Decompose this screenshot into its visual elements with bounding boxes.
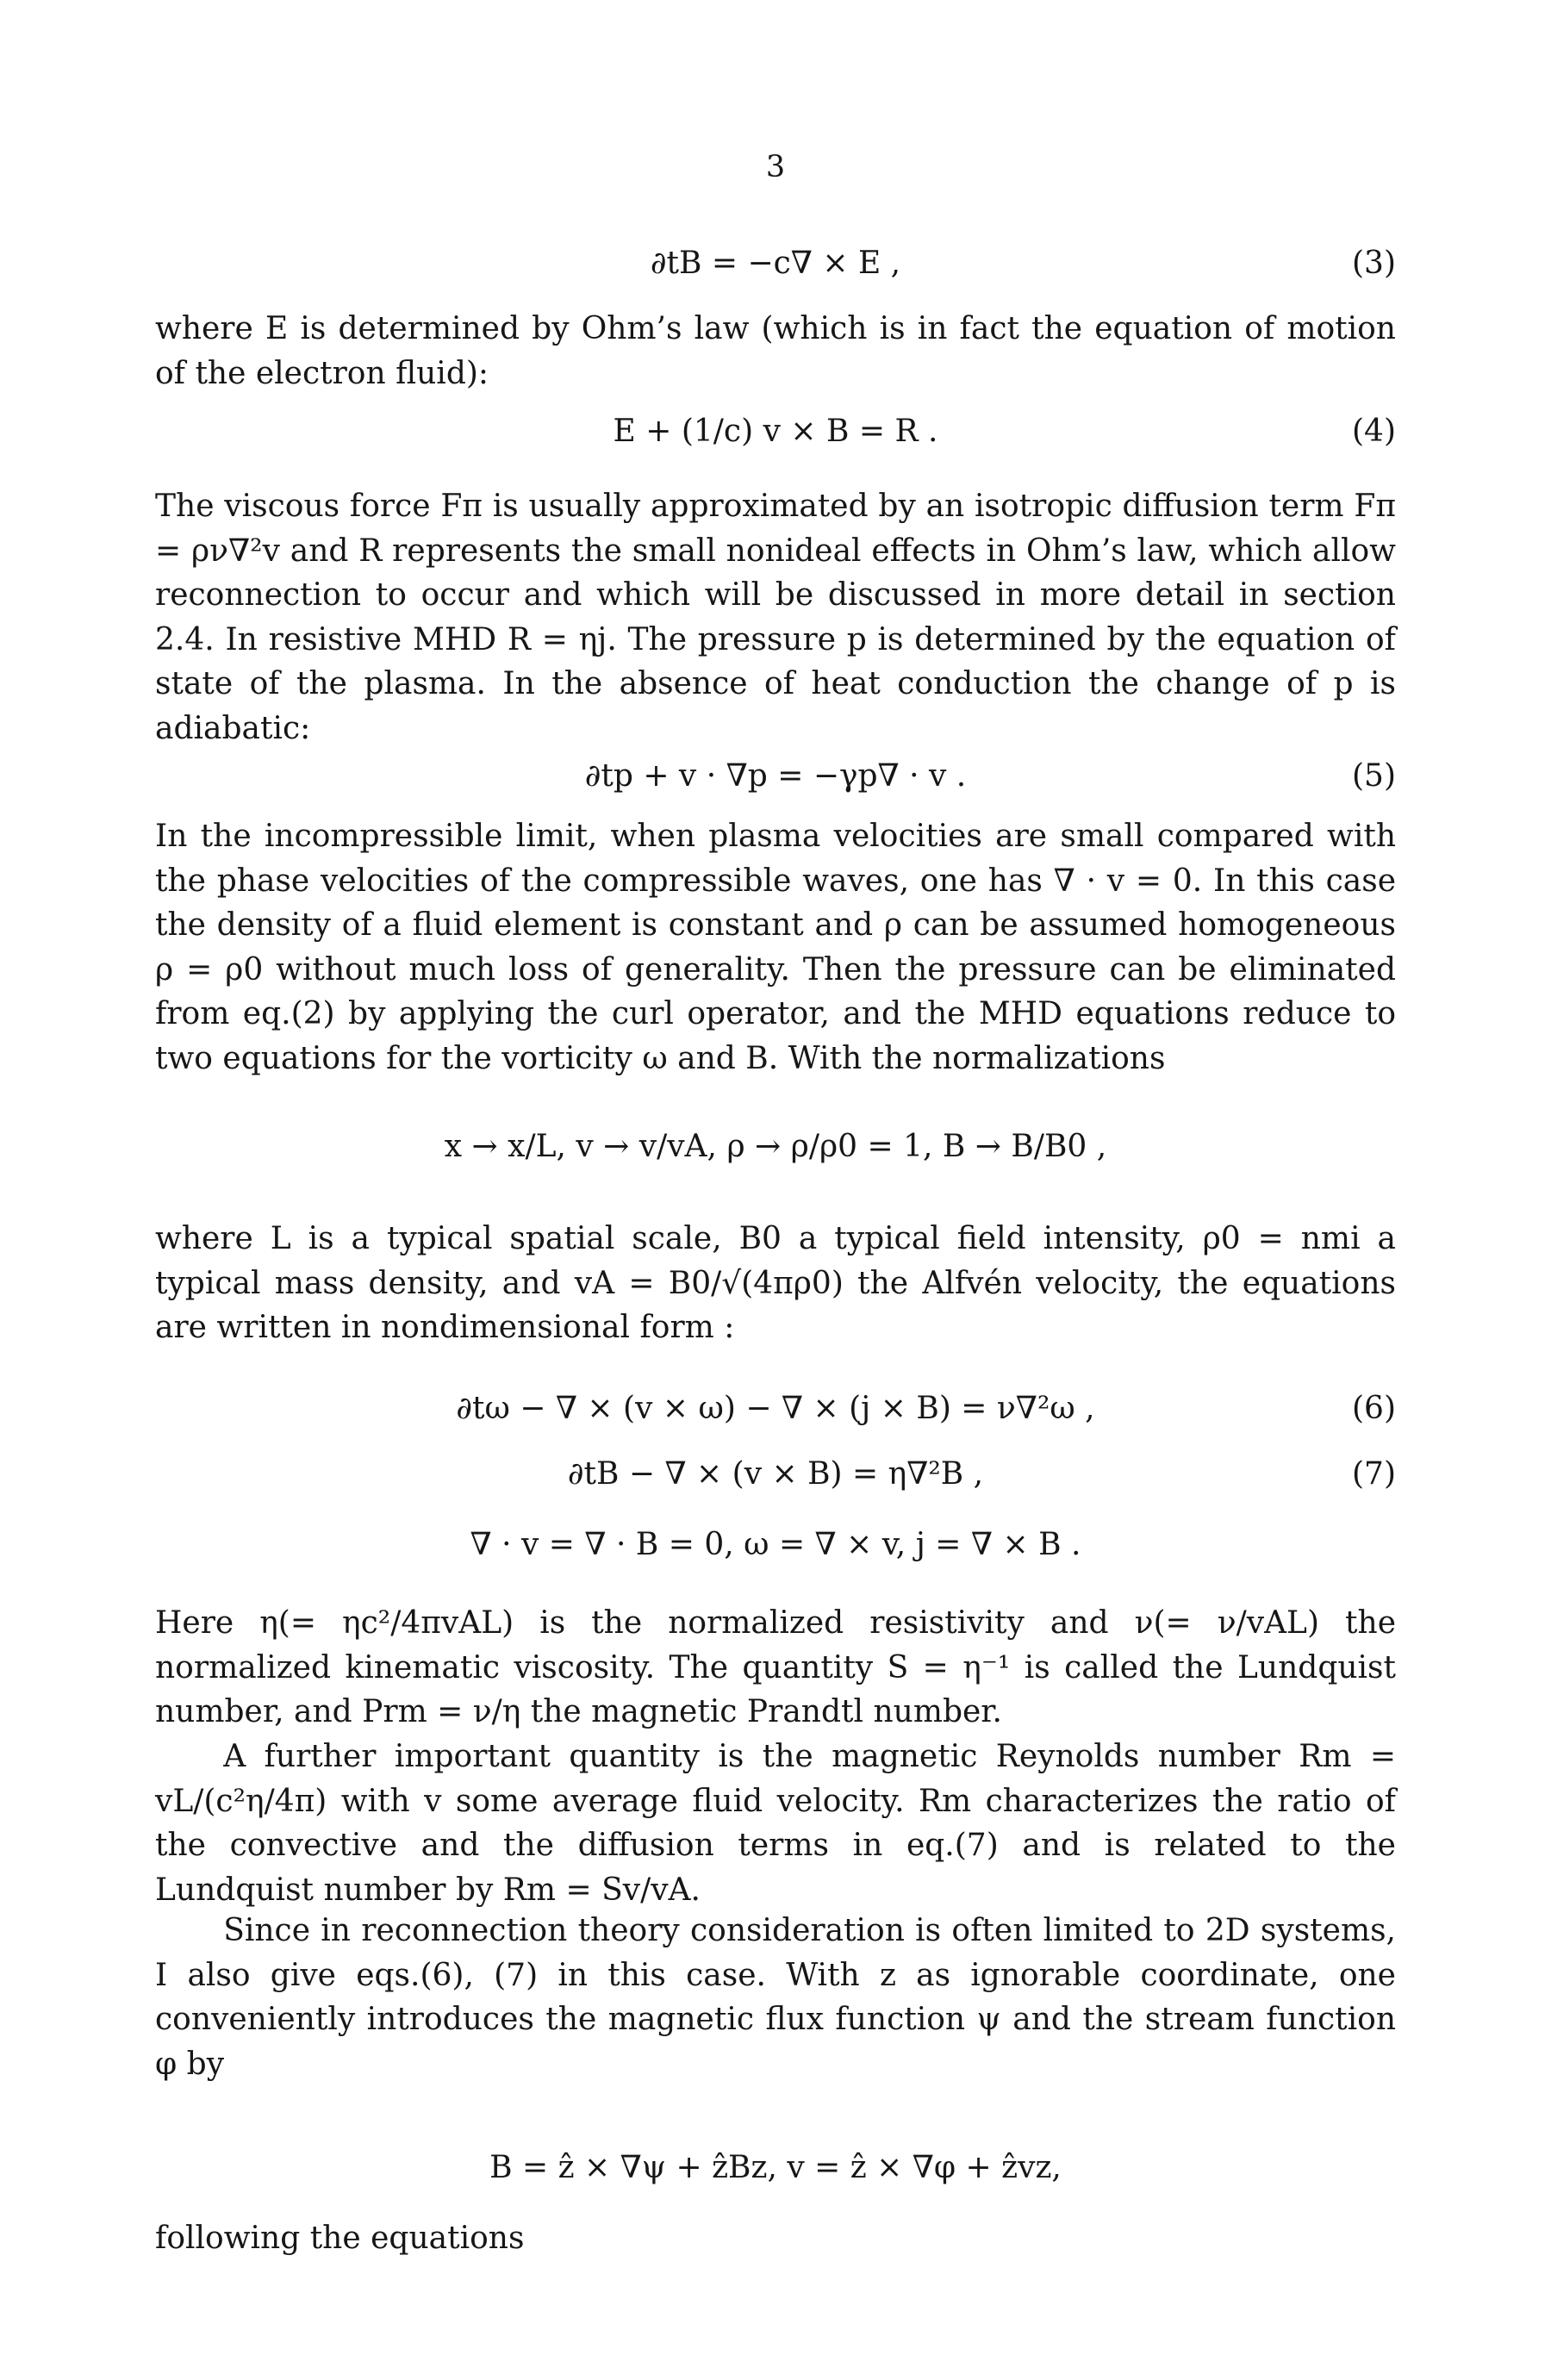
paragraph-ohms-law: where E is determined by Ohm’s law (which is in fact the equation of motion of the electron fluid): bbox=[155, 311, 1396, 391]
equation-4-body: E + (1/c) v × B = R . bbox=[613, 414, 938, 449]
equation-3-body: ∂tB = −c∇ × E , bbox=[650, 246, 901, 281]
equation-5-number: (5) bbox=[1352, 758, 1396, 794]
equation-6 bbox=[155, 1391, 1396, 1442]
paragraph-following: following the equations bbox=[155, 2221, 525, 2256]
equation-6-body: ∂tω − ∇ × (v × ω) − ∇ × (j × B) = ν∇²ω , bbox=[456, 1391, 1095, 1426]
paragraph-reynolds: A further important quantity is the magnetic Reynolds number Rm = vL/(c²η/4π) with v some average fluid velocity. Rm characterizes the ratio of the convective and the diffusion terms in eq.(7) and is related to the Lundquist number by Rm = Sv/vA. bbox=[155, 1739, 1396, 1908]
equation-normalizations bbox=[155, 1129, 1396, 1181]
divergence-body: ∇ · v = ∇ · B = 0, ω = ∇ × v, j = ∇ × B . bbox=[470, 1527, 1081, 1562]
equation-4 bbox=[155, 414, 1396, 465]
equation-7-body: ∂tB − ∇ × (v × B) = η∇²B , bbox=[567, 1456, 984, 1492]
equation-7 bbox=[155, 1456, 1396, 1508]
paragraph-2d-systems: Since in reconnection theory consideration is often limited to 2D systems, I also give eqs.(6), (7) in this case. With z as ignorable coordinate, one conveniently introduces the magnetic flux function ψ and the stream function φ by bbox=[155, 1913, 1396, 2082]
equation-3 bbox=[155, 246, 1396, 297]
flux-function-body: B = ẑ × ∇ψ + ẑBz, v = ẑ × ∇φ + ẑvz, bbox=[489, 2150, 1062, 2185]
equation-3-number: (3) bbox=[1352, 246, 1396, 281]
normalizations-body: x → x/L, v → v/vA, ρ → ρ/ρ0 = 1, B → B/B0 , bbox=[444, 1129, 1107, 1164]
paragraph-incompressible: In the incompressible limit, when plasma velocities are small compared with the phase velocities of the compressible waves, one has ∇ · v = 0. In this case the density of a fluid element is constant and ρ can be assumed homogeneous ρ = ρ0 without much loss of generality. Then the pressure can be eliminated from eq.(2) by applying the curl operator, and the MHD equations reduce to two equations for the vorticity ω and B. With the normalizations bbox=[155, 819, 1396, 1076]
equation-5-body: ∂tp + v · ∇p = −γp∇ · v . bbox=[584, 758, 967, 794]
paragraph-scales: where L is a typical spatial scale, B0 a typical field intensity, ρ0 = nmi a typical mass density, and vA = B0/√(4πρ0) the Alfvén velocity, the equations are written in nondimensional form : bbox=[155, 1221, 1396, 1345]
paragraph-viscous-force: The viscous force Fπ is usually approximated by an isotropic diffusion term Fπ = ρν∇²v and R represents the small nonideal effects in Ohm’s law, which allow reconnection to occur and which will be discussed in more detail in section 2.4. In resistive MHD R = ηj. The pressure p is determined by the equation of state of the plasma. In the absence of heat conduction the change of p is adiabatic: bbox=[155, 489, 1396, 746]
page-number: 3 bbox=[765, 150, 786, 184]
equation-divergence bbox=[155, 1527, 1396, 1579]
equation-5 bbox=[155, 758, 1396, 810]
paragraph-resistivity: Here η(= ηc²/4πvAL) is the normalized resistivity and ν(= ν/vAL) the normalized kinematic viscosity. The quantity S = η⁻¹ is called the Lundquist number, and Prm = ν/η the magnetic Prandtl number. bbox=[155, 1605, 1396, 1729]
equation-7-number: (7) bbox=[1352, 1456, 1396, 1492]
equation-4-number: (4) bbox=[1352, 414, 1396, 449]
equation-flux-function bbox=[155, 2150, 1396, 2202]
equation-6-number: (6) bbox=[1352, 1391, 1396, 1426]
